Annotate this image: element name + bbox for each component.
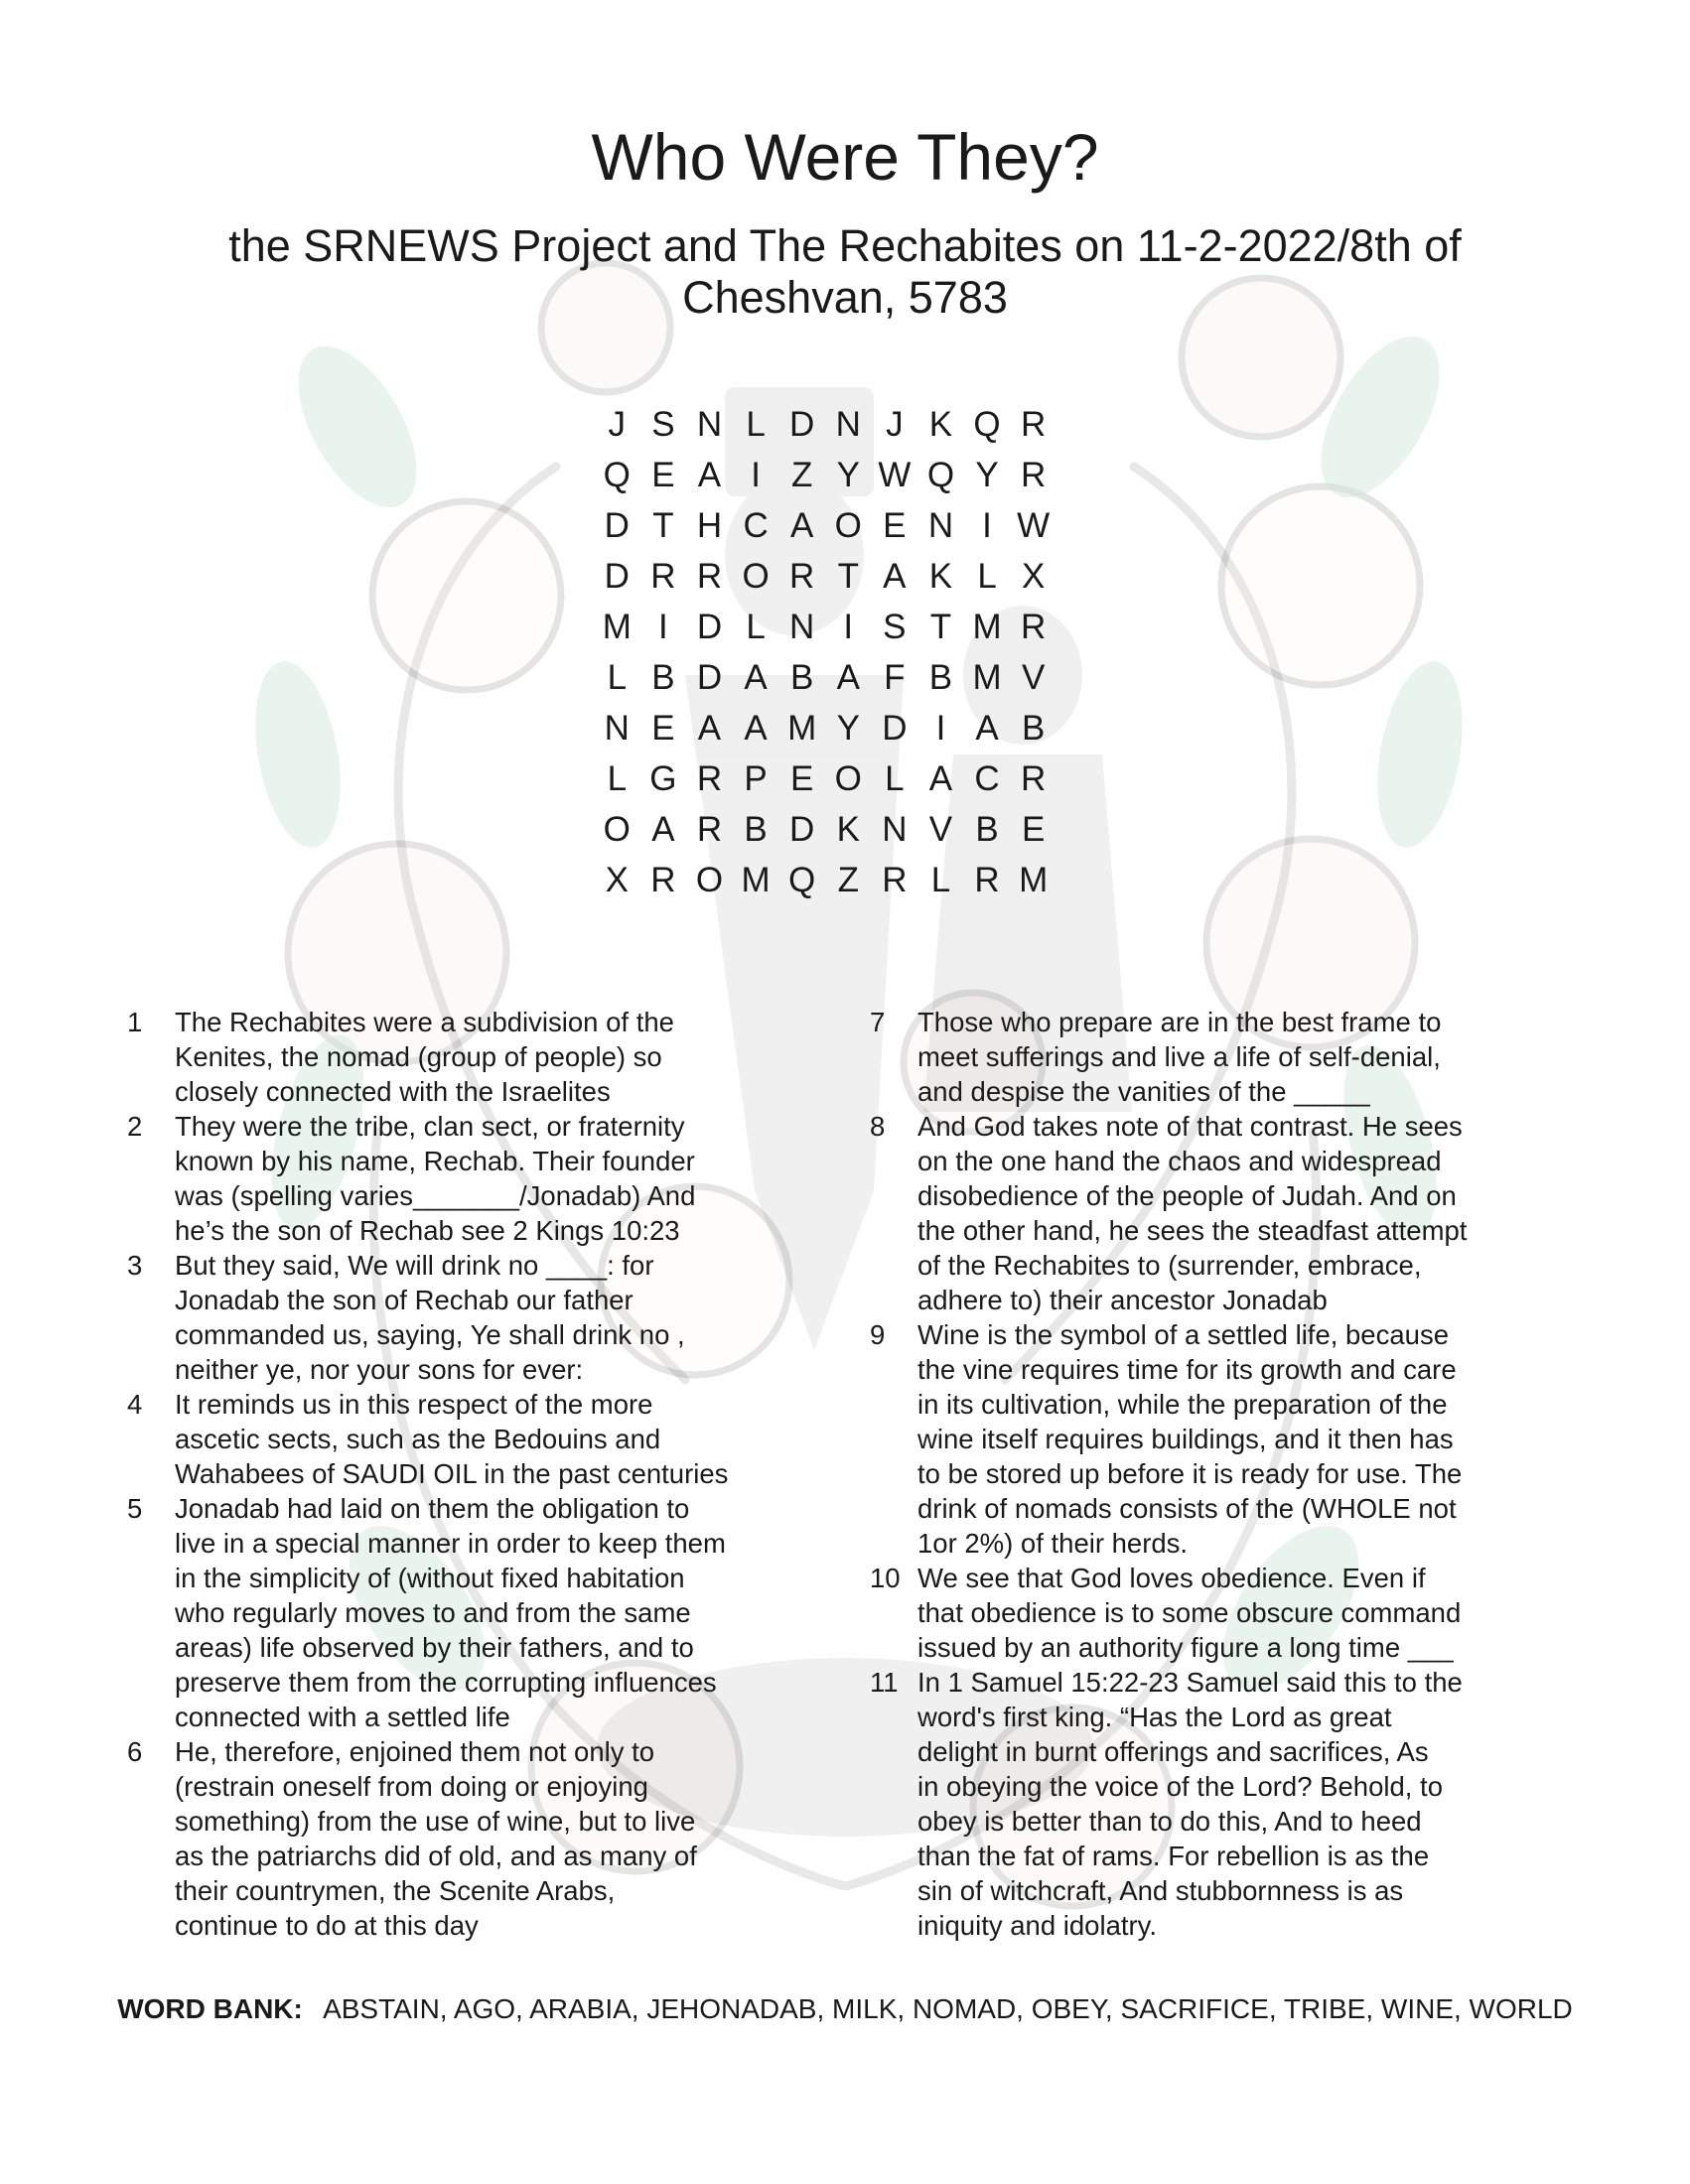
grid-letter-cell[interactable]: N <box>927 506 954 545</box>
grid-letter-cell[interactable]: Y <box>975 456 999 494</box>
grid-letter-cell[interactable]: V <box>928 810 953 849</box>
clue-item <box>127 1387 812 1491</box>
clue-number: 9 <box>870 1319 886 1350</box>
grid-letter-cell[interactable]: E <box>1021 810 1046 849</box>
clue-text: And God takes note of that contrast. He sees on the one hand the chaos and widespread disobedience of the people of Judah. And on the other hand, he sees the steadfast attempt of the Rechabites to (surrender, embrace, adhere to) their ancestor Jonadab <box>917 1111 1468 1315</box>
clue-text: Wine is the symbol of a settled life, because the vine requires time for its growth and care in its cultivation, while the preparation of the wine itself requires buildings, and it then has to be stored up before it is ready for use. The drink of nomads consists of the (WHOLE not 1or 2%) of their herds. <box>917 1319 1463 1559</box>
word-bank <box>109 1991 1581 2027</box>
grid-letter-cell[interactable]: R <box>696 759 723 798</box>
grid-letter-cell[interactable]: A <box>975 709 999 748</box>
clue-item <box>870 1005 1555 1109</box>
word-bank-label: WORD BANK: <box>117 1993 303 2024</box>
grid-letter-cell[interactable]: D <box>604 506 630 545</box>
grid-letter-cell[interactable]: T <box>929 608 952 646</box>
page-subtitle: the SRNEWS Project and The Rechabites on 11-2-2022/8th of Cheshvan, 5783 <box>228 220 1462 323</box>
grid-letter-cell[interactable]: A <box>744 658 768 697</box>
grid-letter-cell[interactable]: A <box>651 810 675 849</box>
grid-letter-cell[interactable]: O <box>834 759 862 798</box>
grid-letter-cell[interactable]: Z <box>837 861 859 899</box>
clue-number: 4 <box>127 1389 143 1420</box>
grid-letter-cell[interactable]: L <box>930 861 951 899</box>
grid-letter-cell[interactable]: N <box>835 405 861 444</box>
grid-letter-cell[interactable]: L <box>607 759 628 798</box>
grid-letter-cell[interactable]: N <box>696 405 723 444</box>
clue-text: But they said, We will drink no ____: for Jonadab the son of Rechab our father commanded us, saying, Ye shall drink no , neither ye, nor your sons for ever: <box>175 1250 685 1385</box>
clue-text: Those who prepare are in the best frame to meet sufferings and live a life of self-denial, and despise the vanities of the _____ <box>917 1007 1442 1107</box>
grid-letter-cell[interactable]: B <box>1021 709 1046 748</box>
grid-letter-cell[interactable]: Q <box>603 456 631 494</box>
grid-letter-cell[interactable]: L <box>746 405 766 444</box>
grid-letter-cell[interactable]: A <box>836 658 860 697</box>
grid-letter-cell[interactable]: A <box>883 557 907 596</box>
grid-letter-cell[interactable]: R <box>882 861 908 899</box>
grid-letter-cell[interactable]: B <box>651 658 675 697</box>
clue-item <box>127 1734 812 1943</box>
clue-item <box>127 1005 812 1109</box>
grid-letter-cell[interactable]: R <box>1021 405 1047 444</box>
grid-letter-cell[interactable]: L <box>746 608 766 646</box>
grid-letter-cell[interactable]: P <box>744 759 768 798</box>
clue-number: 1 <box>127 1007 143 1037</box>
clue-number: 7 <box>870 1007 886 1037</box>
clue-number: 3 <box>127 1250 143 1281</box>
clue-text: It reminds us in this respect of the more ascetic sects, such as the Bedouins and Wahabees of SAUDI OIL in the past centuries <box>175 1389 729 1489</box>
grid-letter-cell[interactable]: J <box>886 405 904 444</box>
page-title: Who Were They? <box>591 120 1099 194</box>
grid-letter-cell[interactable]: K <box>836 810 860 849</box>
grid-letter-cell[interactable]: L <box>607 658 628 697</box>
clue-text: He, therefore, enjoined them not only to (restrain oneself from doing or enjoying something) from the use of wine, but to live as the patriarchs did of old, and as many of their countrymen, the Scenite Arabs, continue to do at this day <box>175 1736 697 1941</box>
grid-letter-cell[interactable]: Y <box>836 709 860 748</box>
grid-letter-cell[interactable]: Q <box>926 456 955 494</box>
clue-list-left <box>127 1005 812 1943</box>
grid-letter-cell[interactable]: A <box>928 759 953 798</box>
clue-number: 11 <box>870 1667 899 1698</box>
clue-text: They were the tribe, clan sect, or fraternity known by his name, Rechab. Their founder was (spelling varies_______/Jonadab) And he’s the son of Rechab see 2 Kings 10:23 <box>175 1111 696 1246</box>
grid-letter-cell[interactable]: G <box>649 759 677 798</box>
grid-letter-cell[interactable]: J <box>608 405 627 444</box>
clue-item <box>870 1109 1555 1317</box>
grid-letter-cell[interactable]: L <box>885 759 905 798</box>
grid-letter-cell[interactable]: R <box>650 557 676 596</box>
grid-letter-cell[interactable]: R <box>1021 759 1047 798</box>
grid-letter-cell[interactable]: Q <box>973 405 1001 444</box>
grid-letter-cell[interactable]: R <box>650 861 676 899</box>
grid-letter-cell[interactable]: M <box>741 861 771 899</box>
grid-letter-cell[interactable]: I <box>658 608 668 646</box>
grid-letter-cell[interactable]: A <box>744 709 768 748</box>
grid-letter-cell[interactable]: A <box>697 709 722 748</box>
clue-item <box>127 1248 812 1387</box>
grid-letter-cell[interactable]: B <box>928 658 953 697</box>
grid-letter-cell[interactable]: R <box>696 557 723 596</box>
clue-item <box>870 1317 1555 1561</box>
clue-text: The Rechabites were a subdivision of the Kenites, the nomad (group of people) so closely connected with the Israelites <box>175 1007 674 1107</box>
grid-letter-cell[interactable]: Y <box>836 456 860 494</box>
grid-letter-cell[interactable]: I <box>935 709 946 748</box>
grid-letter-cell[interactable]: O <box>695 861 724 899</box>
clue-text: In 1 Samuel 15:22-23 Samuel said this to the word's first king. “Has the Lord as great delight in burnt offerings and sacrifices, As in obeying the voice of the Lord? Behold, to obey is better than to do this, And to heed than the fat of rams. For rebellion is as the sin of witchcraft, And stubbornness is as iniquity and idolatry. <box>917 1667 1463 1941</box>
grid-letter-cell[interactable]: M <box>972 608 1002 646</box>
grid-letter-cell[interactable]: M <box>787 709 817 748</box>
grid-letter-cell[interactable]: A <box>789 506 814 545</box>
grid-letter-cell[interactable]: E <box>883 506 907 545</box>
grid-letter-cell[interactable]: M <box>602 608 632 646</box>
grid-letter-cell[interactable]: D <box>882 709 908 748</box>
grid-letter-cell[interactable]: D <box>789 810 815 849</box>
grid-letter-cell[interactable]: T <box>837 557 859 596</box>
grid-letter-cell[interactable]: O <box>742 557 770 596</box>
grid-letter-cell[interactable]: E <box>651 456 675 494</box>
clue-number: 2 <box>127 1111 143 1142</box>
grid-letter-cell[interactable]: D <box>696 608 723 646</box>
clue-item <box>870 1561 1555 1665</box>
clue-item <box>870 1665 1555 1943</box>
grid-letter-cell[interactable]: E <box>789 759 814 798</box>
grid-letter-cell[interactable]: B <box>789 658 814 697</box>
grid-letter-cell[interactable]: N <box>882 810 908 849</box>
grid-letter-cell[interactable]: R <box>789 557 815 596</box>
clue-text: We see that God loves obedience. Even if that obedience is to some obscure command issued by an authority figure a long time ___ <box>917 1563 1462 1663</box>
clue-number: 6 <box>127 1736 143 1767</box>
clue-number: 5 <box>127 1493 143 1524</box>
clue-list-right <box>870 1005 1555 1943</box>
grid-letter-cell[interactable]: H <box>696 506 723 545</box>
grid-letter-cell[interactable]: I <box>843 608 854 646</box>
grid-letter-cell[interactable]: S <box>883 608 907 646</box>
grid-letter-cell[interactable]: R <box>974 861 1000 899</box>
grid-letter-cell[interactable]: Q <box>788 861 816 899</box>
grid-letter-cell[interactable]: A <box>697 456 722 494</box>
grid-letter-cell[interactable]: L <box>977 557 997 596</box>
grid-letter-cell[interactable]: C <box>974 759 1000 798</box>
grid-letter-cell[interactable]: I <box>751 456 761 494</box>
grid-letter-cell[interactable]: O <box>834 506 862 545</box>
clue-item <box>127 1491 812 1734</box>
grid-letter-cell[interactable]: B <box>975 810 999 849</box>
grid-letter-cell[interactable]: W <box>1017 506 1051 545</box>
grid-letter-cell[interactable]: V <box>1021 658 1046 697</box>
grid-letter-cell[interactable]: C <box>743 506 769 545</box>
grid-letter-cell[interactable]: T <box>652 506 674 545</box>
grid-letter-cell[interactable]: E <box>651 709 675 748</box>
grid-letter-cell[interactable]: R <box>1021 456 1047 494</box>
grid-letter-cell[interactable]: D <box>696 658 723 697</box>
grid-letter-cell[interactable]: R <box>1021 608 1047 646</box>
grid-letter-cell[interactable]: M <box>972 658 1002 697</box>
grid-letter-cell[interactable]: X <box>1021 557 1046 596</box>
grid-letter-cell[interactable]: S <box>651 405 675 444</box>
clue-item <box>127 1109 812 1248</box>
clue-text: Jonadab had laid on them the obligation to live in a special manner in order to keep them in the simplicity of (without fixed habitation who regularly moves to and from the same areas) life observed by their fathers, and to preserve them from the corrupting influences connected with a settled life <box>175 1493 726 1732</box>
grid-letter-cell[interactable]: W <box>878 456 912 494</box>
grid-letter-cell[interactable]: I <box>982 506 992 545</box>
grid-letter-cell[interactable]: F <box>884 658 906 697</box>
grid-letter-cell[interactable]: R <box>696 810 723 849</box>
word-bank-words: ABSTAIN, AGO, ARABIA, JEHONADAB, MILK, NOMAD, OBEY, SACRIFICE, TRIBE, WINE, WORLD <box>323 1993 1573 2024</box>
clue-number: 10 <box>870 1563 901 1593</box>
grid-letter-cell[interactable]: K <box>928 405 953 444</box>
word-search-grid[interactable] <box>594 399 1110 905</box>
grid-letter-cell[interactable]: X <box>605 861 629 899</box>
grid-letter-cell[interactable]: D <box>789 405 815 444</box>
grid-letter-cell[interactable]: M <box>1019 861 1049 899</box>
grid-letter-cell[interactable]: O <box>603 810 631 849</box>
grid-letter-cell[interactable]: B <box>744 810 768 849</box>
grid-letter-cell[interactable]: N <box>789 608 815 646</box>
grid-letter-cell[interactable]: N <box>604 709 630 748</box>
clue-number: 8 <box>870 1111 886 1142</box>
grid-letter-cell[interactable]: Z <box>790 456 813 494</box>
grid-letter-cell[interactable]: D <box>604 557 630 596</box>
grid-letter-cell[interactable]: K <box>928 557 953 596</box>
